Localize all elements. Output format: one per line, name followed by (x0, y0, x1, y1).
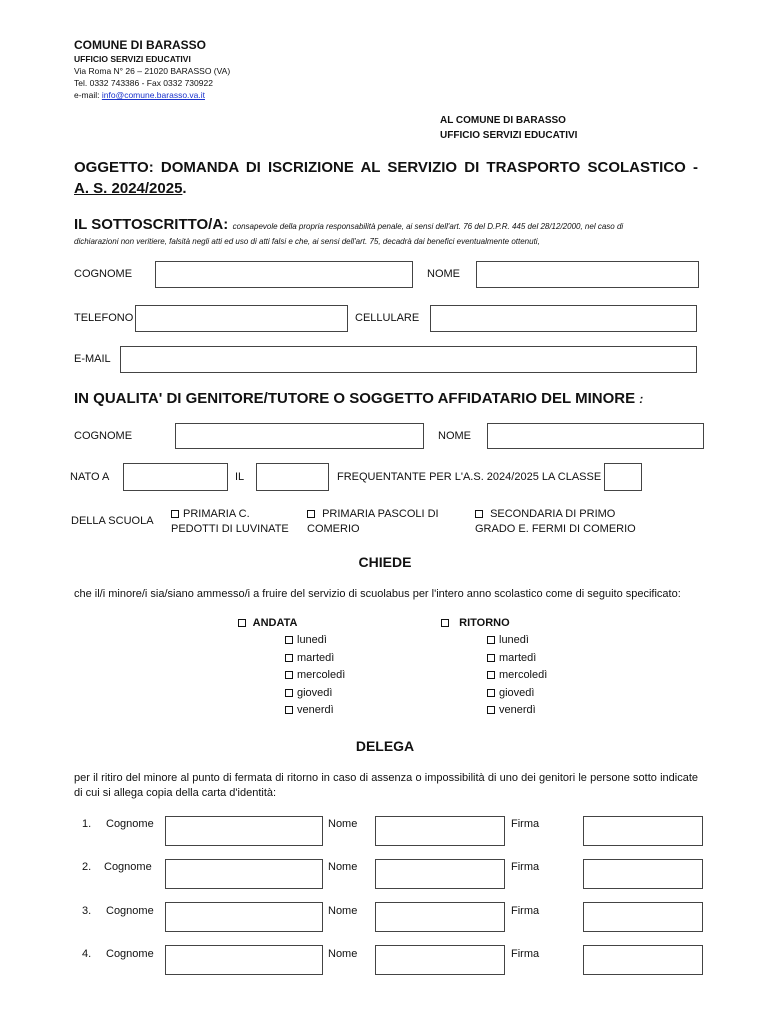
checkbox-icon[interactable] (487, 706, 495, 714)
email-link[interactable]: info@comune.barasso.va.it (101, 90, 205, 100)
delegato-firma-label: Firma (511, 905, 540, 917)
delegato-nome-field[interactable] (375, 945, 505, 975)
delegato-cognome-field[interactable] (165, 945, 323, 975)
classe-field[interactable] (604, 463, 642, 491)
ritorno-day-martedi[interactable] (487, 652, 547, 670)
row-number: 1. (82, 818, 92, 830)
delega-text: per il ritiro del minore al punto di fermata di ritorno in caso di assenza o impossibilità di uno dei genitori le persone sotto indicate di cui si allega copia della carta d'identità: (74, 772, 698, 799)
delegato-nome-label: Nome (328, 861, 358, 873)
minore-title (74, 390, 643, 407)
ritorno-day-venerdi[interactable] (487, 704, 547, 722)
andata-day-martedi[interactable] (285, 652, 345, 670)
day-label: martedì (297, 651, 335, 664)
andata-day-giovedi[interactable] (285, 687, 345, 705)
andata-label: ANDATA (252, 617, 298, 629)
delegato-firma-field[interactable] (583, 816, 703, 846)
scuola-option-label: PEDOTTI DI LUVINATE (171, 523, 289, 535)
anno-scolastico: A. S. 2024/2025 (74, 180, 183, 197)
checkbox-icon[interactable] (487, 636, 495, 644)
cognome-field[interactable] (155, 261, 413, 288)
checkbox-icon[interactable] (285, 636, 293, 644)
andata-day-venerdi[interactable] (285, 704, 345, 722)
delegato-nome-label: Nome (328, 905, 358, 917)
delegato-cognome-label: Cognome (104, 861, 152, 873)
sottoscritto-line (74, 216, 623, 234)
delegato-firma-label: Firma (511, 861, 540, 873)
delegato-nome-field[interactable] (375, 902, 505, 932)
minore-nome-field[interactable] (487, 423, 704, 449)
minore-nome-label: NOME (438, 430, 471, 442)
scuola-option-label: PRIMARIA PASCOLI DI (322, 508, 439, 520)
ritorno-days (487, 634, 547, 722)
checkbox-icon[interactable] (487, 671, 495, 679)
checkbox-icon[interactable] (487, 654, 495, 662)
row-number: 2. (82, 861, 92, 873)
delega-title: DELEGA (355, 738, 415, 754)
row-number: 4. (82, 948, 92, 960)
ritorno-day-mercoledi[interactable] (487, 669, 547, 687)
minore-title-text: IN QUALITA' DI GENITORE/TUTORE O SOGGETTO AFFIDATARIO DEL MINORE (74, 390, 636, 407)
minore-cognome-label: COGNOME (74, 430, 133, 442)
day-label: martedì (499, 651, 537, 664)
day-label: giovedì (297, 686, 333, 699)
oggetto-period: . (182, 180, 187, 197)
andata-day-mercoledi[interactable] (285, 669, 345, 687)
recipient-line-2: UFFICIO SERVIZI EDUCATIVI (440, 130, 578, 141)
scuola-label: DELLA SCUOLA (71, 515, 154, 527)
checkbox-icon[interactable] (171, 510, 179, 518)
andata-option[interactable] (238, 617, 297, 629)
day-label: giovedì (499, 686, 535, 699)
delegato-nome-label: Nome (328, 948, 358, 960)
recipient-line-1: AL COMUNE DI BARASSO (440, 115, 566, 126)
day-label: venerdì (297, 704, 334, 717)
scuola-option-pedotti[interactable] (171, 507, 289, 537)
row-number: 3. (82, 905, 92, 917)
frequentante-label: FREQUENTANTE PER L'A.S. 2024/2025 LA CLASSE (337, 471, 602, 483)
nome-label: NOME (427, 268, 460, 280)
checkbox-icon[interactable] (285, 654, 293, 662)
delegato-cognome-field[interactable] (165, 816, 323, 846)
delegato-firma-label: Firma (511, 818, 540, 830)
address: Via Roma N° 26 – 21020 BARASSO (VA) (74, 66, 231, 76)
ufficio-name: UFFICIO SERVIZI EDUCATIVI (74, 54, 191, 64)
email-field[interactable] (120, 346, 697, 373)
oggetto-line-1: OGGETTO: DOMANDA DI ISCRIZIONE AL SERVIZIO DI TRASPORTO SCOLASTICO - (74, 159, 698, 176)
checkbox-icon[interactable] (285, 689, 293, 697)
sottoscritto-title: IL SOTTOSCRITTO/A (74, 216, 224, 233)
day-label: mercoledì (297, 669, 346, 682)
email-line (74, 90, 205, 100)
delegato-firma-field[interactable] (583, 902, 703, 932)
ritorno-day-giovedi[interactable] (487, 687, 547, 705)
delegato-firma-label: Firma (511, 948, 540, 960)
scuola-option-label: GRADO E. FERMI DI COMERIO (475, 523, 636, 535)
day-label: venerdì (499, 704, 536, 717)
cellulare-label: CELLULARE (355, 312, 420, 324)
scuola-option-label: PRIMARIA C. (183, 508, 250, 520)
ritorno-day-lunedi[interactable] (487, 634, 547, 652)
minore-title-colon: : (639, 392, 644, 406)
checkbox-icon[interactable] (307, 510, 315, 518)
minore-cognome-field[interactable] (175, 423, 424, 449)
scuola-option-label: SECONDARIA DI PRIMO (490, 508, 616, 520)
checkbox-icon[interactable] (285, 671, 293, 679)
email-label: e-mail: (74, 90, 102, 100)
delegato-nome-label: Nome (328, 818, 358, 830)
declaration-text-1: consapevole della propria responsabilità penale, ai sensi dell'art. 76 del D.P.R. 445 del 28/12/2000, nel caso di (232, 222, 624, 231)
email-field-label: E-MAIL (74, 353, 111, 365)
checkbox-icon[interactable] (285, 706, 293, 714)
ritorno-label: RITORNO (459, 617, 510, 629)
data-nascita-field[interactable] (256, 463, 329, 491)
telefono-label: TELEFONO (74, 312, 134, 324)
cellulare-field[interactable] (430, 305, 697, 332)
andata-day-lunedi[interactable] (285, 634, 345, 652)
delegato-cognome-label: Cognome (106, 948, 154, 960)
andata-days (285, 634, 345, 722)
scuola-option-pascoli[interactable] (307, 507, 439, 537)
delegato-firma-field[interactable] (583, 945, 703, 975)
phone-fax: Tel. 0332 743386 - Fax 0332 730922 (74, 78, 213, 88)
checkbox-icon[interactable] (238, 619, 246, 627)
day-label: lunedì (499, 634, 529, 646)
sottoscritto-colon: : (223, 216, 229, 233)
delegato-cognome-field[interactable] (165, 859, 323, 889)
delegato-cognome-field[interactable] (165, 902, 323, 932)
scuola-option-label: COMERIO (307, 523, 360, 535)
delegato-cognome-label: Cognome (106, 905, 154, 917)
delegato-nome-field[interactable] (375, 816, 505, 846)
chiede-text: che il/i minore/i sia/siano ammesso/i a fruire del servizio di scuolabus per l'intero anno scolastico come di seguito specificato: (74, 588, 681, 600)
declaration-text-2: dichiarazioni non veritiere, falsità negli atti ed uso di atti falsi e che, ai sensi dell'art. 75, decadrà dai benefici eventualmente ottenuti, (74, 237, 540, 246)
cognome-label: COGNOME (74, 268, 133, 280)
delegato-cognome-label: Cognome (106, 818, 154, 830)
il-label: IL (235, 471, 245, 483)
oggetto-line-2 (74, 180, 187, 197)
checkbox-icon[interactable] (475, 510, 483, 518)
luogo-nascita-field[interactable] (123, 463, 228, 491)
scuola-option-fermi[interactable] (475, 507, 636, 537)
delegato-firma-field[interactable] (583, 859, 703, 889)
delegato-nome-field[interactable] (375, 859, 505, 889)
nato-label: NATO A (70, 471, 110, 483)
comune-name: COMUNE DI BARASSO (74, 38, 207, 52)
checkbox-icon[interactable] (441, 619, 449, 627)
nome-field[interactable] (476, 261, 699, 288)
ritorno-option[interactable] (441, 617, 510, 629)
checkbox-icon[interactable] (487, 689, 495, 697)
day-label: mercoledì (499, 669, 548, 682)
day-label: lunedì (297, 634, 327, 646)
telefono-field[interactable] (135, 305, 348, 332)
chiede-title: CHIEDE (358, 554, 412, 570)
